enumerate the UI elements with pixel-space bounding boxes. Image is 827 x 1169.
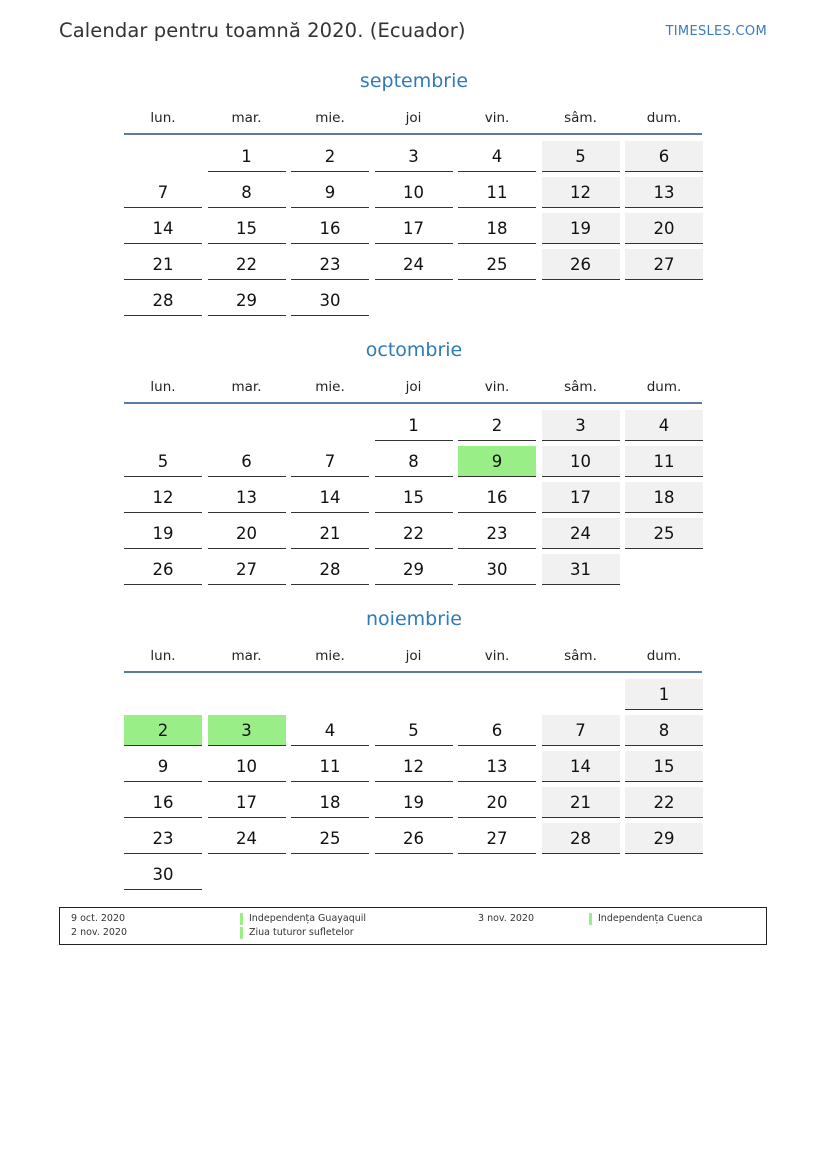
day-cell: 20: [458, 787, 536, 818]
weekday-label: mie.: [315, 110, 345, 126]
page-title: Calendar pentru toamnă 2020. (Ecuador): [59, 19, 466, 42]
weekday-label: dum.: [646, 648, 682, 664]
day-cell: 16: [124, 787, 202, 818]
day-cell: 14: [124, 213, 202, 244]
day-cell: 18: [291, 787, 369, 818]
day-cell: 6: [625, 141, 703, 172]
day-cell: 18: [458, 213, 536, 244]
day-cell: 14: [291, 482, 369, 513]
day-cell: 15: [375, 482, 453, 513]
holiday-day-cell: 2: [124, 715, 202, 746]
day-cell: 11: [625, 446, 703, 477]
day-cell: 30: [458, 554, 536, 585]
day-cell: 16: [291, 213, 369, 244]
day-cell: 22: [375, 518, 453, 549]
weekday-header: [124, 379, 704, 397]
day-cell: 26: [375, 823, 453, 854]
weekday-label: mar.: [231, 379, 262, 395]
day-cell: 13: [458, 751, 536, 782]
holiday-day-cell: 3: [208, 715, 286, 746]
weekday-label: lun.: [150, 648, 176, 664]
day-cell: 7: [542, 715, 620, 746]
legend-date: 3 nov. 2020: [478, 913, 534, 924]
day-cell: 31: [542, 554, 620, 585]
day-cell: 1: [208, 141, 286, 172]
day-cell: 27: [625, 249, 703, 280]
day-cell: 20: [625, 213, 703, 244]
day-cell: 19: [375, 787, 453, 818]
weekday-label: sâm.: [564, 379, 597, 395]
day-cell: 15: [625, 751, 703, 782]
header-divider: [124, 133, 702, 135]
weekday-label: vin.: [484, 110, 510, 126]
day-cell: 12: [375, 751, 453, 782]
day-cell: 21: [124, 249, 202, 280]
weekday-label: sâm.: [564, 110, 597, 126]
day-cell: 8: [208, 177, 286, 208]
weekday-label: joi: [405, 110, 422, 126]
weekday-label: dum.: [646, 110, 682, 126]
day-cell: 17: [208, 787, 286, 818]
day-cell: 29: [208, 285, 286, 316]
day-cell: 28: [542, 823, 620, 854]
day-cell: 29: [625, 823, 703, 854]
day-cell: 25: [291, 823, 369, 854]
day-cell: 17: [375, 213, 453, 244]
weekday-label: sâm.: [564, 648, 597, 664]
weekday-label: lun.: [150, 110, 176, 126]
weekday-label: joi: [405, 379, 422, 395]
day-cell: 30: [291, 285, 369, 316]
brand-link[interactable]: TIMESLES.COM: [665, 24, 767, 39]
day-cell: 9: [291, 177, 369, 208]
day-cell: 24: [208, 823, 286, 854]
day-cell: 13: [625, 177, 703, 208]
day-cell: 21: [291, 518, 369, 549]
day-cell: 6: [208, 446, 286, 477]
header-divider: [124, 671, 702, 673]
day-cell: 13: [208, 482, 286, 513]
month-title: octombrie: [365, 339, 463, 361]
day-cell: 26: [124, 554, 202, 585]
day-cell: 22: [208, 249, 286, 280]
day-cell: 2: [291, 141, 369, 172]
day-cell: 12: [124, 482, 202, 513]
day-cell: 10: [375, 177, 453, 208]
day-cell: 14: [542, 751, 620, 782]
day-cell: 22: [625, 787, 703, 818]
day-cell: 4: [625, 410, 703, 441]
day-cell: 19: [124, 518, 202, 549]
day-cell: 27: [458, 823, 536, 854]
legend-holiday-name: Independența Cuenca: [589, 913, 703, 925]
day-cell: 30: [124, 859, 202, 890]
day-cell: 24: [375, 249, 453, 280]
day-cell: 10: [208, 751, 286, 782]
day-cell: 11: [458, 177, 536, 208]
weekday-label: mar.: [231, 648, 262, 664]
day-cell: 4: [291, 715, 369, 746]
day-cell: 25: [625, 518, 703, 549]
day-cell: 20: [208, 518, 286, 549]
header-divider: [124, 402, 702, 404]
day-cell: 25: [458, 249, 536, 280]
day-cell: 19: [542, 213, 620, 244]
day-cell: 28: [291, 554, 369, 585]
day-cell: 7: [291, 446, 369, 477]
day-cell: 16: [458, 482, 536, 513]
day-cell: 11: [291, 751, 369, 782]
day-cell: 1: [375, 410, 453, 441]
day-cell: 6: [458, 715, 536, 746]
day-cell: 26: [542, 249, 620, 280]
weekday-label: mar.: [231, 110, 262, 126]
day-cell: 21: [542, 787, 620, 818]
day-cell: 8: [375, 446, 453, 477]
weekday-label: mie.: [315, 648, 345, 664]
month-title: septembrie: [359, 70, 469, 92]
day-cell: 1: [625, 679, 703, 710]
legend-holiday-name: Independența Guayaquil: [240, 913, 366, 925]
day-cell: 7: [124, 177, 202, 208]
day-cell: 29: [375, 554, 453, 585]
day-cell: 10: [542, 446, 620, 477]
day-cell: 23: [458, 518, 536, 549]
day-cell: 12: [542, 177, 620, 208]
weekday-header: [124, 648, 704, 666]
day-cell: 5: [542, 141, 620, 172]
day-cell: 2: [458, 410, 536, 441]
weekday-label: vin.: [484, 379, 510, 395]
weekday-label: vin.: [484, 648, 510, 664]
day-cell: 3: [375, 141, 453, 172]
day-cell: 24: [542, 518, 620, 549]
weekday-label: mie.: [315, 379, 345, 395]
day-cell: 5: [124, 446, 202, 477]
day-cell: 28: [124, 285, 202, 316]
day-cell: 23: [291, 249, 369, 280]
day-cell: 9: [124, 751, 202, 782]
month-title: noiembrie: [366, 608, 462, 630]
holiday-day-cell: 9: [458, 446, 536, 477]
day-cell: 4: [458, 141, 536, 172]
weekday-label: lun.: [150, 379, 176, 395]
weekday-label: dum.: [646, 379, 682, 395]
day-cell: 5: [375, 715, 453, 746]
day-cell: 8: [625, 715, 703, 746]
legend-holiday-name: Ziua tuturor sufletelor: [240, 927, 354, 939]
legend-date: 9 oct. 2020: [71, 913, 126, 924]
day-cell: 27: [208, 554, 286, 585]
day-cell: 15: [208, 213, 286, 244]
legend-date: 2 nov. 2020: [71, 927, 127, 938]
day-cell: 17: [542, 482, 620, 513]
holiday-legend: [59, 907, 767, 945]
weekday-header: [124, 110, 704, 128]
day-cell: 23: [124, 823, 202, 854]
day-cell: 18: [625, 482, 703, 513]
weekday-label: joi: [405, 648, 422, 664]
day-cell: 3: [542, 410, 620, 441]
